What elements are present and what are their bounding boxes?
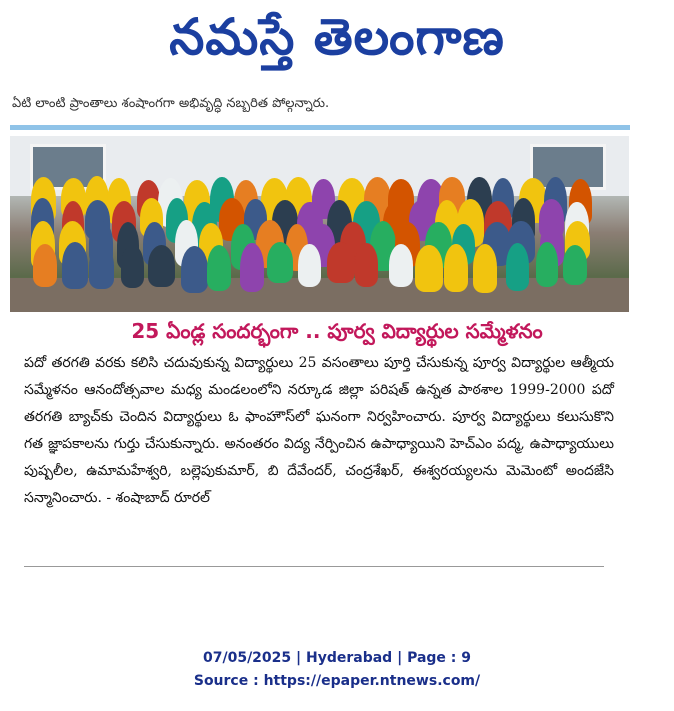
- photo-person: [444, 244, 468, 292]
- photo-crowd: [30, 176, 610, 296]
- photo-person: [207, 245, 231, 291]
- photo-person: [62, 242, 88, 289]
- photo-person: [298, 244, 320, 287]
- photo-person: [240, 243, 264, 292]
- footer-date-page: 07/05/2025 | Hyderabad | Page : 9: [202, 650, 472, 666]
- article-headline: 25 ఏండ్ల సందర్భంగా .. పూర్వ విద్యార్థుల సమ్మేళనం: [131, 319, 543, 343]
- photo-person: [327, 242, 355, 283]
- footer-source: Source : https://epaper.ntnews.com/: [193, 673, 481, 689]
- photo-person: [33, 244, 57, 286]
- article-body: పదో తరగతి వరకు కలిసి చదువుకున్న విద్యార్థులు 25 వసంతాలు పూర్తి చేసుకున్న పూర్వ విద్యార్థుల ఆత్మీయ సమ్మేళనం ఆనందోత్సవాల మధ్య మండలంలోని నర్కూడ జిల్లా పరిషత్ ఉన్నత పాఠశాల 1999-2000 పదో తరగతి బ్యాచ్‌కు చెందిన విద్యార్థులు ఓ ఫాంహౌస్‌లో ఘనంగా నిర్వహించారు. పూర్వ విద్యార్థులు కలుసుకొని గత జ్ఞాపకాలను గుర్తు చేసుకున్నారు. అనంతరం విద్య నేర్పించిన ఉపాధ్యాయిని హెచ్‌ఎం పద్మ, ఉపాధ్యాయులు పుష్పలీల, ఉమామహేశ్వరి, బల్లెపుకుమార్, బి దేవేందర్, చంద్రశేఖర్, ఈశ్వరయ్యలను మెమెంటో అందజేసి సన్మానించారు. - శంషాబాద్ రూరల్: [24, 355, 614, 506]
- tagline-strip: ఏటి లాంటి ప్రాంతాలు శంషాంగగా అభివృద్ధి నబ్బరిత పోల్గన్నారు.: [12, 96, 330, 111]
- photo-person: [563, 245, 587, 285]
- masthead-title: నమస్తే తెలంగాణ: [169, 8, 505, 66]
- group-photo-image: [10, 136, 629, 312]
- photo-person: [148, 245, 175, 287]
- masthead: [0, 0, 674, 90]
- photo-person: [355, 243, 378, 286]
- photo-person: [415, 245, 442, 292]
- photo-person: [267, 242, 293, 282]
- photo-person: [121, 245, 144, 288]
- article-divider: [24, 566, 604, 567]
- photo-person: [89, 244, 114, 289]
- header-divider: [10, 125, 630, 130]
- photo-person: [473, 244, 498, 293]
- photo-person: [389, 244, 413, 287]
- photo-person: [506, 243, 529, 291]
- photo-person: [536, 242, 559, 287]
- photo-person: [181, 246, 208, 294]
